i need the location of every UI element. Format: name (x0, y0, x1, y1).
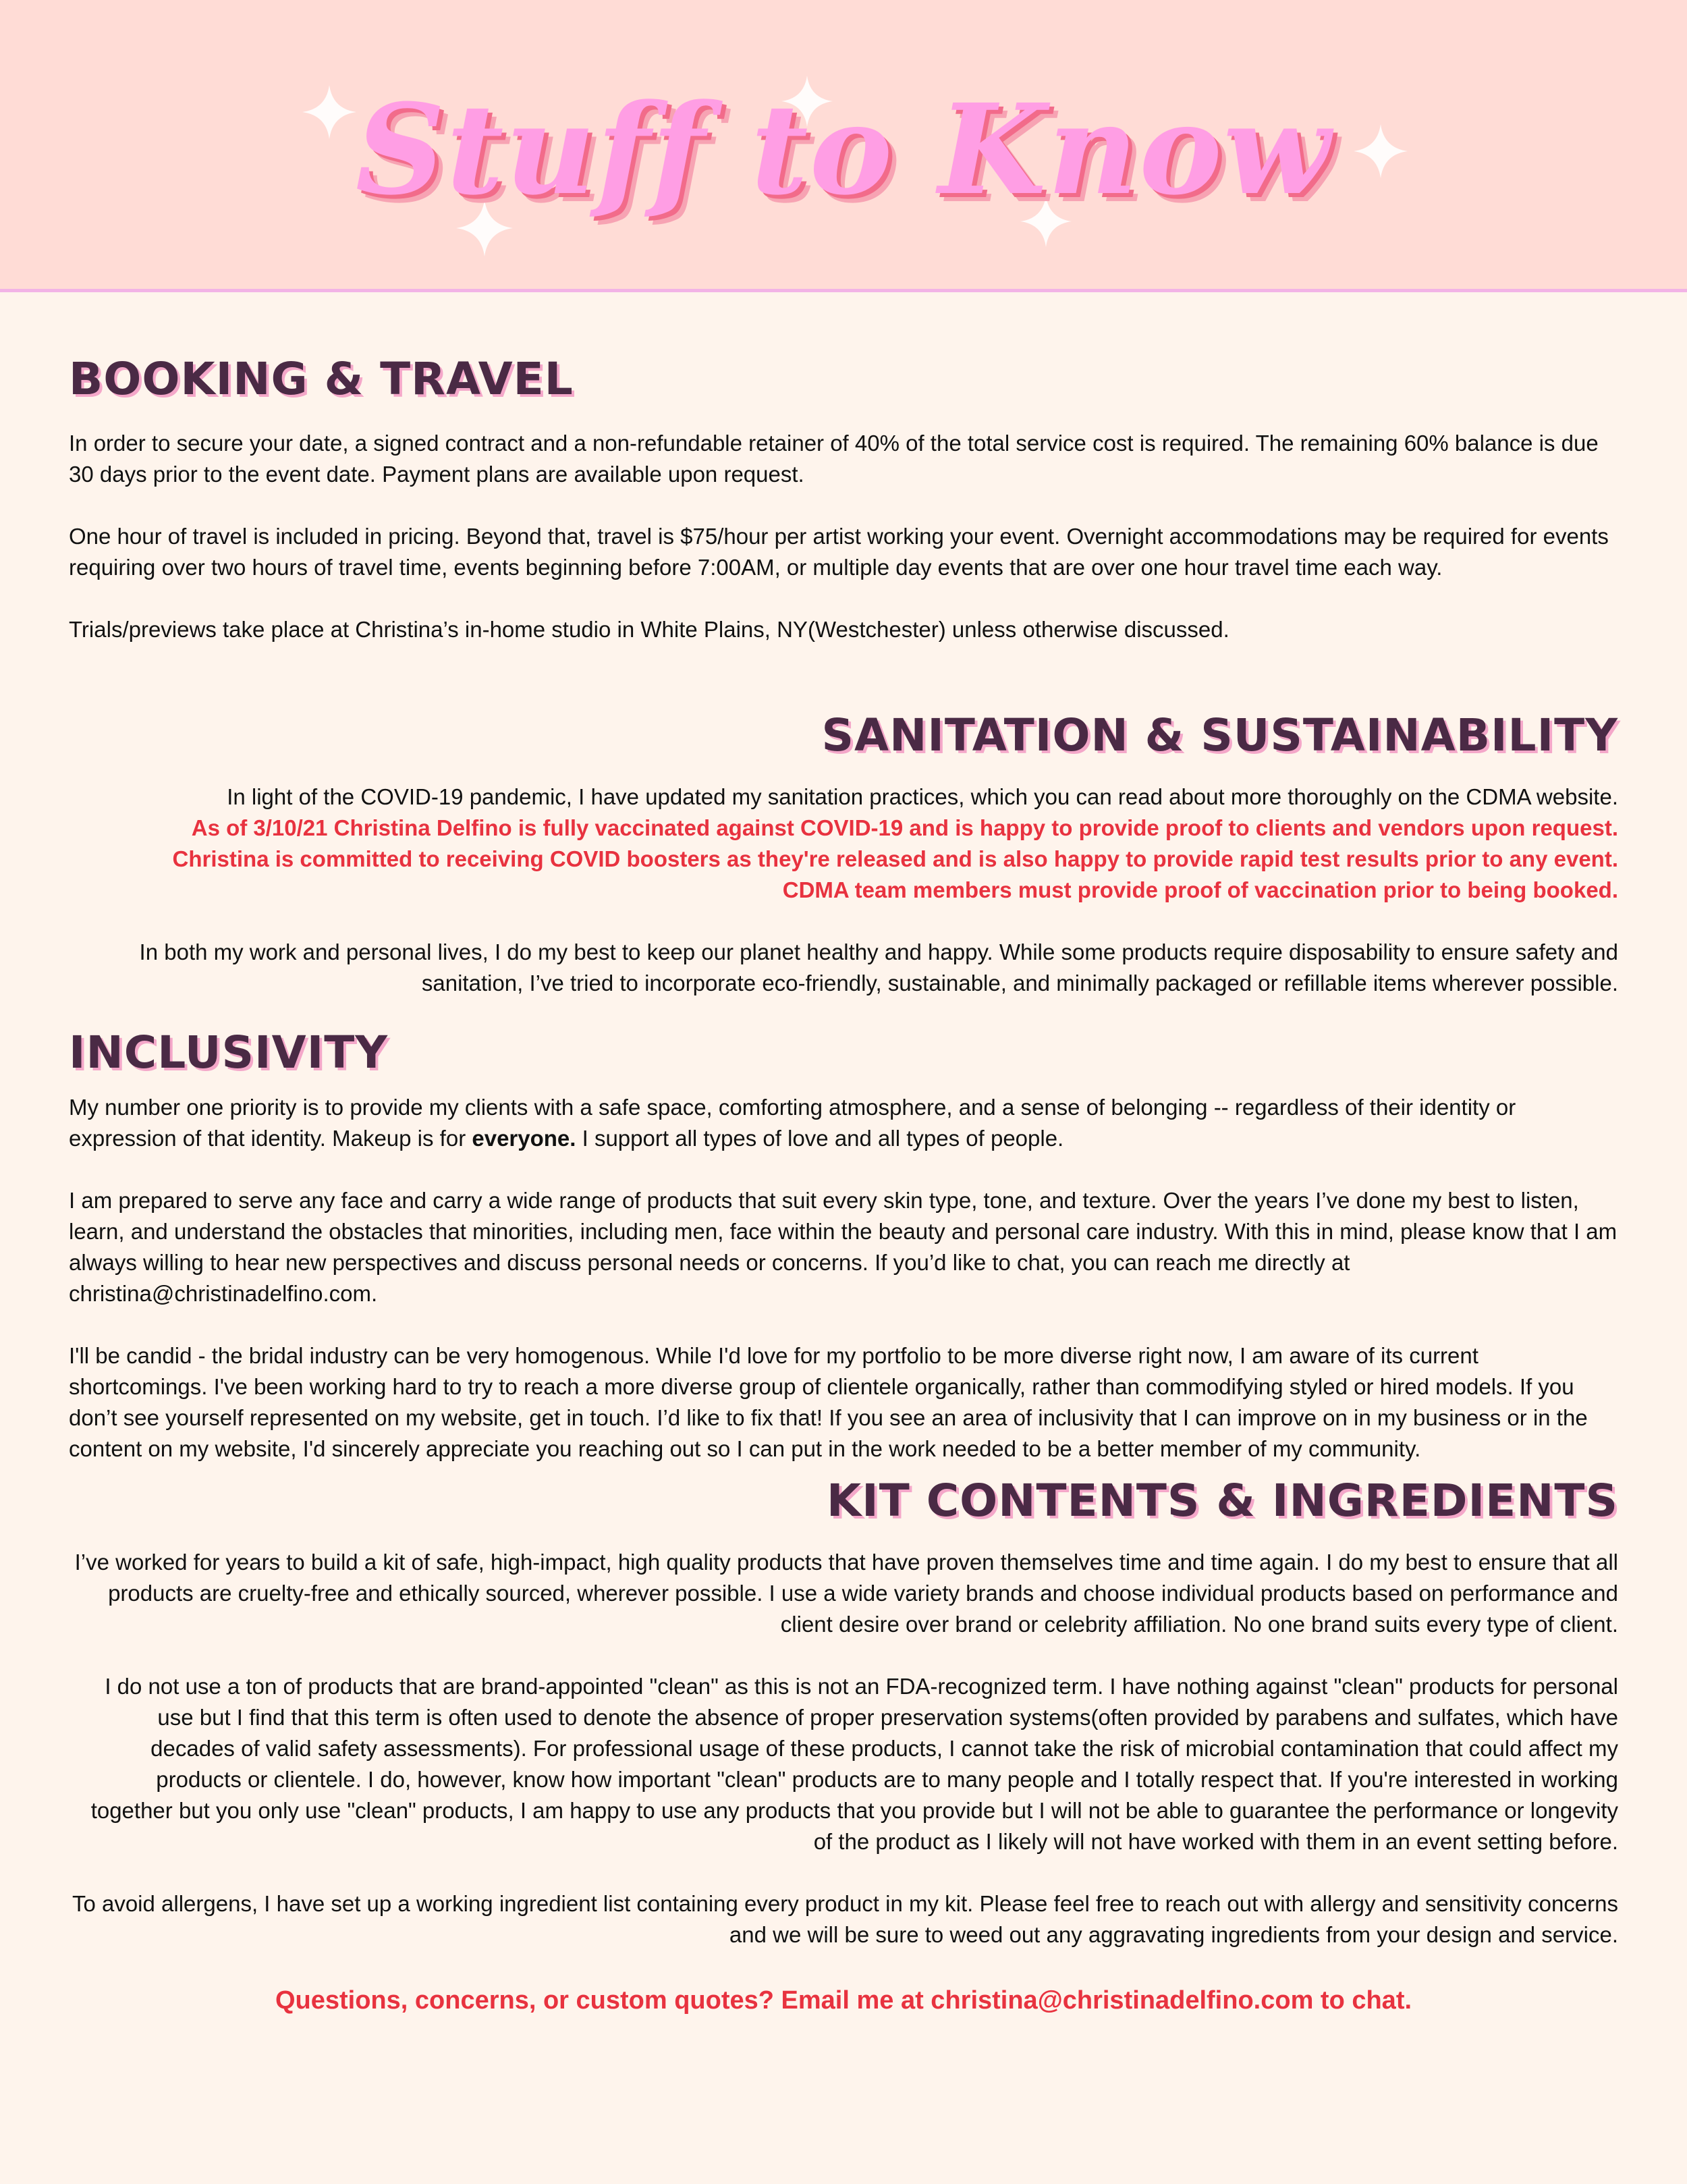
page-title: Stuff to Know (355, 77, 1332, 223)
contact-call-to-action: Questions, concerns, or custom quotes? Email me at christina@christinadelfino.com to chat. (275, 1986, 1412, 2015)
booking-heading: BOOKING & TRAVEL (69, 353, 574, 405)
kit-clean-text: I do not use a ton of products that are brand-appointed "clean" as this is not an FDA-recognized term. I have nothing against "clean" products for personal use but I find that this term is often used to denote the absence of proper preservation systems(often provided by parabens and sulfates, which have decades of valid safety assessments). For professional usage of these products, I cannot take the risk of microbial contamination that could affect my products or clientele. I do, however, know how important "clean" products are to many people and I totally respect that. If you're interested in working together but you only use "clean" products, I am happy to use any products that you provide but I will not be able to guarantee the performance or longevity of the product as I likely will not have worked with them in an event setting before. (90, 1674, 1618, 1854)
team-vaccination-notice: CDMA team members must provide proof of vaccination prior to being booked. (782, 877, 1618, 902)
booking-retainer-text: In order to secure your date, a signed contract and a non-refundable retainer of 40% of the total service cost is required. The remaining 60% balance is due 30 days prior to the event date. Payment plans are available upon request. (69, 431, 1599, 487)
inclusivity-products-text: I am prepared to serve any face and carry a wide range of products that suit every skin type, tone, and texture. Over the years I’ve done my best to listen, learn, and understand the obstacles that minorities, including men, face within the beauty and personal care industry. With this in mind, please know that I am always willing to hear new perspectives and discuss personal needs or concerns. If you’d like to chat, you can reach me directly at christina@christinadelfino.com. (69, 1188, 1617, 1306)
booking-trials-text: Trials/previews take place at Christina’s in-home studio in White Plains, NY(Westchester) unless otherwise discussed. (69, 617, 1229, 642)
header-banner (0, 0, 1687, 292)
everyone-emphasis: everyone. (472, 1126, 576, 1151)
sanitation-intro-text: In light of the COVID-19 pandemic, I have updated my sanitation practices, which you can read about more thoroughly on the CDMA website. (227, 784, 1618, 809)
sustainability-text: In both my work and personal lives, I do my best to keep our planet healthy and happy. While some products require disposability to ensure safety and sanitation, I’ve tried to incorporate eco-friendly, sustainable, and minimally packaged or refillable items wherever possible. (139, 939, 1618, 995)
inclusivity-heading: INCLUSIVITY (69, 1027, 389, 1079)
booking-travel-text: One hour of travel is included in pricing. Beyond that, travel is $75/hour per artist working your event. Overnight accommodations may be required for events requiring over two hours of travel time, events beginning before 7:00AM, or multiple day events that are over one hour travel time each way. (69, 524, 1609, 580)
sanitation-heading: SANITATION & SUSTAINABILITY (821, 709, 1618, 761)
kit-heading: KIT CONTENTS & INGREDIENTS (827, 1475, 1618, 1527)
vaccination-notice: As of 3/10/21 Christina Delfino is fully vaccinated against COVID-19 and is happy to provide proof to clients and vendors upon request. (191, 815, 1618, 840)
inclusivity-candid-text: I'll be candid - the bridal industry can be very homogenous. While I'd love for my portfolio to be more diverse right now, I am aware of its current shortcomings. I've been working hard to try to reach a more diverse group of clientele organically, rather than commodifying styled or hired models. If you don’t see yourself represented on my website, get in touch. I’d like to fix that! If you see an area of inclusivity that I can improve on in my business or in the content on my website, I'd sincerely appreciate you reaching out so I can put in the work needed to be a better member of my community. (69, 1343, 1588, 1461)
inclusivity-priority-text: My number one priority is to provide my clients with a safe space, comforting atmosphere, and a sense of belonging -- regardless of their identity or expression of that identity. Makeup is for everyone. I support all types of love and all types of people. (69, 1095, 1516, 1151)
kit-allergens-text: To avoid allergens, I have set up a working ingredient list containing every product in my kit. Please feel free to reach out with allergy and sensitivity concerns and we will be sure to weed out any aggravating ingredients from your design and service. (72, 1891, 1618, 1947)
kit-products-text: I’ve worked for years to build a kit of safe, high-impact, high quality products that have proven themselves time and time again. I do my best to ensure that all products are cruelty-free and ethically sourced, wherever possible. I use a wide variety brands and choose individual products based on performance and client desire over brand or celebrity affiliation. No one brand suits every type of client. (74, 1550, 1618, 1637)
booster-notice: Christina is committed to receiving COVID boosters as they're released and is also happy to provide rapid test results prior to any event. (172, 846, 1618, 871)
main-content (69, 351, 1618, 2018)
